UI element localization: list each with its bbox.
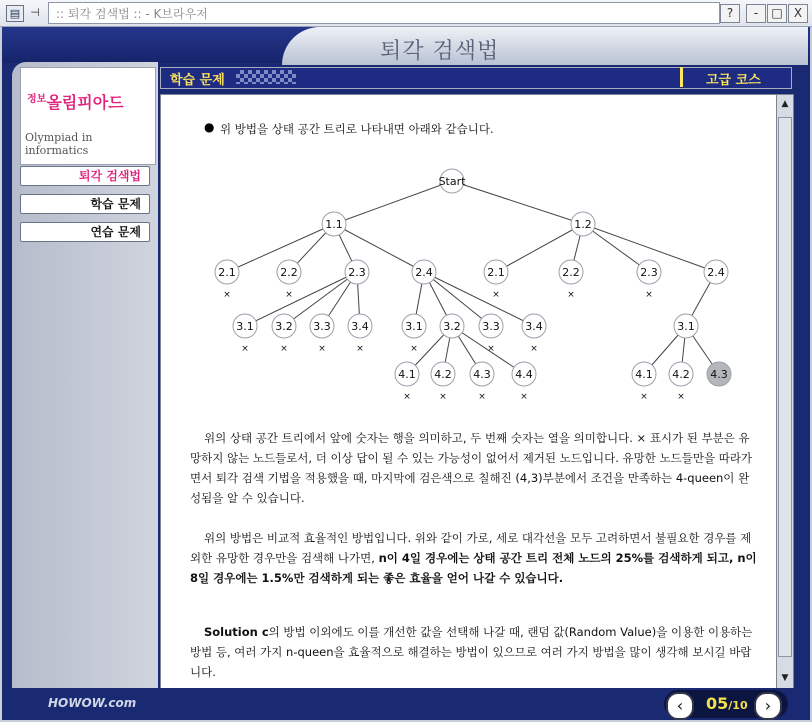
tree-node-label: 3.1 bbox=[236, 320, 254, 333]
pruned-x-mark: × bbox=[567, 290, 575, 300]
tree-node-label: 3.3 bbox=[482, 320, 500, 333]
tree-node-label: 3.1 bbox=[677, 320, 695, 333]
pruned-x-mark: × bbox=[530, 344, 538, 354]
pruned-x-mark: × bbox=[318, 344, 326, 354]
tree-edge bbox=[424, 272, 534, 326]
logo bbox=[20, 67, 156, 165]
tree-node-label: 2.2 bbox=[562, 266, 580, 279]
tree-node-label: 2.3 bbox=[348, 266, 366, 279]
tree-node-label: 1.1 bbox=[325, 218, 343, 231]
scroll-thumb[interactable] bbox=[778, 117, 792, 657]
paragraph-3: Solution c의 방법 이외에도 이를 개선한 값을 선택해 나갈 때, 랜덤 값(Random Value)을 이용한 이용하는 방법 등, 여러 가지 n-queen을 효율적으로 해결하는 방법이 있으므로 여러 가지 방법을 많이 생각해 보시길 바랍니다. bbox=[190, 625, 753, 679]
tree-node-label: 4.1 bbox=[635, 368, 653, 381]
tree-edge bbox=[452, 181, 583, 224]
tree-node-label: 1.2 bbox=[574, 218, 592, 231]
next-page-button[interactable]: › bbox=[754, 692, 782, 720]
tree-node-label: 4.4 bbox=[515, 368, 533, 381]
paragraph-1: 위의 상태 공간 트리에서 앞에 숫자는 행을 의미하고, 두 번째 숫자는 열을 의미합니다. × 표시가 된 부분은 유망하지 않는 노드들로서, 더 이상 답이 될 수 있는 가능성이 없어서 제거된 노드입니다. 유망한 노드들만을 따라가면서 퇴각 검색 기법을 적용했을 때, 마지막에 검은색으로 칠해진 (4,3)부분에서 조건을 만족하는 4-queen이 완성됨을 알 수 있습니다. bbox=[190, 431, 753, 505]
pruned-x-mark: × bbox=[677, 392, 685, 402]
tree-edge bbox=[334, 181, 452, 224]
scroll-down-icon[interactable]: ▼ bbox=[781, 673, 789, 683]
pruned-x-mark: × bbox=[520, 392, 528, 402]
pruned-x-mark: × bbox=[356, 344, 364, 354]
prev-page-button[interactable]: ‹ bbox=[666, 692, 694, 720]
page-title: 퇴각 검색법 bbox=[380, 39, 500, 64]
brand-logo: HOWOW.com bbox=[48, 696, 137, 710]
scroll-up-icon[interactable]: ▲ bbox=[781, 99, 789, 109]
tree-node-label: 4.3 bbox=[710, 368, 728, 381]
tree-node-label: 2.2 bbox=[280, 266, 298, 279]
title-bar bbox=[0, 0, 812, 27]
course-label: 고급 코스 bbox=[706, 73, 761, 88]
pruned-x-mark: × bbox=[492, 290, 500, 300]
sidebar-item-practice-problems[interactable]: 연습 문제 bbox=[20, 222, 150, 242]
tree-node-label: 2.4 bbox=[415, 266, 433, 279]
tree-node-label: 4.2 bbox=[434, 368, 452, 381]
pruned-x-mark: × bbox=[223, 290, 231, 300]
header-tab bbox=[282, 27, 808, 65]
tree-edge bbox=[245, 272, 357, 326]
pruned-x-mark: × bbox=[403, 392, 411, 402]
tree-node-label: 4.3 bbox=[473, 368, 491, 381]
tree-node-label: 2.1 bbox=[218, 266, 236, 279]
intro-bullet: ● bbox=[204, 120, 215, 134]
minimize-button[interactable]: - bbox=[746, 4, 766, 23]
checker-decoration bbox=[236, 70, 296, 84]
maximize-button[interactable]: □ bbox=[767, 4, 787, 23]
pruned-x-mark: × bbox=[487, 344, 495, 354]
tree-node-label: Start bbox=[438, 175, 466, 188]
page-indicator: 05/10 bbox=[706, 694, 748, 713]
state-space-tree bbox=[180, 160, 760, 410]
paragraph-2: 위의 방법은 비교적 효율적인 방법입니다. 위와 같이 가로, 세로 대각선을 모두 고려하면서 불필요한 경우를 제외한 유망한 경우만을 검색해 나가면, n이 4일 경우에는 상태 공간 트리 전체 노드의 25%를 검색하게 되고, n이 8일 경우에는 1.5%만 검색하게 되는 좋은 효율을 얻어 나갈 수 있습니다. bbox=[190, 531, 757, 585]
window-title: :: 퇴각 검색법 :: - K브라우저 bbox=[56, 7, 208, 21]
tree-node-label: 3.3 bbox=[313, 320, 331, 333]
help-button[interactable]: ? bbox=[720, 4, 740, 23]
sidebar-item-backtracking[interactable]: 퇴각 검색법 bbox=[20, 166, 150, 186]
tree-node-label: 3.4 bbox=[351, 320, 369, 333]
tree-node-label: 2.4 bbox=[707, 266, 725, 279]
section-title: 학습 문제 bbox=[170, 73, 225, 88]
scrollbar[interactable] bbox=[776, 94, 794, 690]
sidebar-item-study-problems[interactable]: 학습 문제 bbox=[20, 194, 150, 214]
close-button[interactable]: X bbox=[788, 4, 808, 23]
pruned-x-mark: × bbox=[241, 344, 249, 354]
tree-node-label: 3.2 bbox=[275, 320, 293, 333]
logo-en: Olympiad in informatics bbox=[25, 131, 93, 157]
pruned-x-mark: × bbox=[645, 290, 653, 300]
tree-node-label: 4.1 bbox=[398, 368, 416, 381]
pruned-x-mark: × bbox=[640, 392, 648, 402]
tree-node-label: 2.1 bbox=[487, 266, 505, 279]
tree-node-label: 3.4 bbox=[525, 320, 543, 333]
browser-icon: ▤ bbox=[6, 5, 24, 22]
pruned-x-mark: × bbox=[410, 344, 418, 354]
tree-node-label: 3.1 bbox=[405, 320, 423, 333]
tree-node-label: 2.3 bbox=[640, 266, 658, 279]
pruned-x-mark: × bbox=[285, 290, 293, 300]
pin-icon[interactable]: ⊣ bbox=[30, 6, 40, 19]
logo-ko: $^{정보}$올림피아드 bbox=[27, 93, 124, 112]
pruned-x-mark: × bbox=[280, 344, 288, 354]
intro-text: 위 방법을 상태 공간 트리로 나타내면 아래와 같습니다. bbox=[220, 122, 494, 136]
tree-node-label: 3.2 bbox=[443, 320, 461, 333]
tree-node-label: 4.2 bbox=[672, 368, 690, 381]
pruned-x-mark: × bbox=[478, 392, 486, 402]
pruned-x-mark: × bbox=[439, 392, 447, 402]
